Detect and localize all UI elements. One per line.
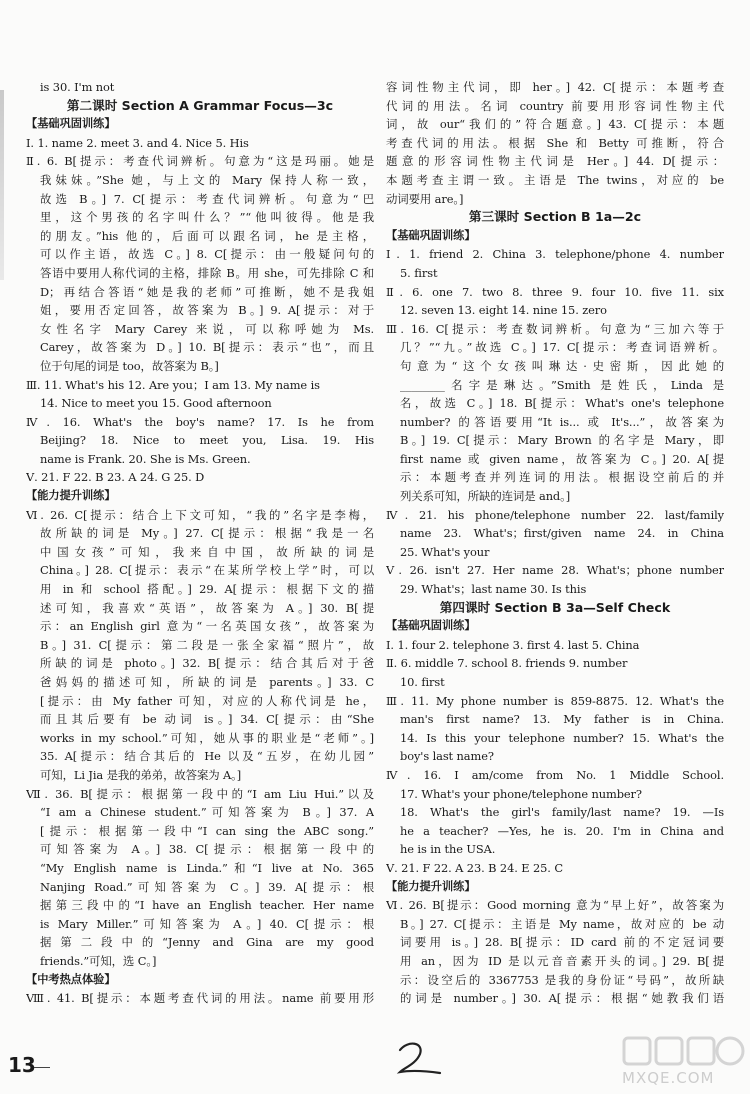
section-label: 【基础巩固训练】 — [386, 228, 476, 242]
answer-line: first name 或 given name，故答案为 C。] 20. A[提 — [400, 451, 724, 466]
answer-line: Ⅴ. 21. F 22. B 23. A 24. G 25. D — [26, 470, 205, 485]
answer-line: 女性名字 Mary Carey 来说，可以称呼她为 Ms. — [40, 321, 374, 336]
answer-line: ________名字是琳达。”Smith 是姓氏，Linda 是 — [400, 377, 724, 392]
answer-line: Ⅲ. 11. My phone number is 859-8875. 12. What's the — [386, 693, 724, 708]
answer-line: 名，故选 C。] 18. B[提示：What's one's telephone — [400, 396, 724, 411]
answer-line: he is in the USA. — [400, 842, 496, 857]
answer-line: 里，这个男孩的名字叫什么？”“他叫彼得。他是我 — [40, 210, 374, 225]
answer-line: Ⅰ. 1. four 2. telephone 3. first 4. last 5. China — [386, 637, 640, 652]
answer-line: 中国女孩”可知，我来自中国，故所缺的词是 — [40, 544, 374, 559]
answer-line: 故所缺的词是 My。] 27. C[提示：根据“我是一名 — [40, 526, 374, 541]
answer-line: Ⅳ. 16. I am/come from No. 1 Middle School. — [386, 767, 724, 782]
answer-line: 述可知，我喜欢“英语”，故答案为 A。] 30. B[提 — [40, 600, 374, 615]
answer-line: 据第二段中的“Jenny and Gina are my good — [40, 935, 374, 950]
answer-line: 词要用 is。] 28. B[提示：ID card 前的不定冠词要 — [400, 935, 724, 950]
answer-line: 示：本题考查并列连词的用法。根据设空前后的并 — [400, 470, 724, 485]
answer-line: “My English name is Linda.”和“I live at No. 365 — [40, 860, 374, 875]
answer-line: 29. What's；last name 30. Is this — [400, 582, 587, 597]
answer-line: 容词性物主代词，即 her。] 42. C[提示：本题考查 — [386, 80, 724, 94]
answer-line: Ⅷ. 41. B[提示：本题考查代词的用法。name 前要用形 — [26, 991, 374, 1006]
answer-line: D；再结合答语“她是我的老师”可推断，她不是我姐 — [40, 284, 374, 299]
page-spine-shadow — [0, 90, 4, 280]
answer-line: 几？”“九。”故选 C。] 17. C[提示：考查词语辨析。 — [400, 340, 724, 355]
answer-line: China。] 28. C[提示：表示“在某所学校上学”时，可以 — [40, 563, 374, 578]
answer-line: B。] 19. C[提示：Mary Brown 的名字是 Mary，即 — [400, 433, 724, 448]
right-answer-column — [386, 78, 724, 1008]
answer-line: 14. Nice to meet you 15. Good afternoon — [40, 396, 272, 411]
answer-line: Ⅲ. 11. What's his 12. Are you；I am 13. My name is — [26, 377, 320, 392]
answer-line: Ⅴ. 26. isn't 27. Her name 28. What's；phone number — [386, 563, 724, 578]
watermark-logo — [622, 1036, 746, 1092]
answer-line: B。] 31. C[提示：第二段是一张全家福“照片”，故 — [40, 637, 374, 652]
answer-line: works in my school.”可知，她从事的职业是“老师”。] — [40, 730, 374, 745]
answer-line: 可知答案为 A。] 38. C[提示：根据第一段中的 — [40, 842, 374, 857]
answer-line: Ⅵ. 26. C[提示：结合上下文可知，“我的”名字是李梅， — [26, 507, 374, 522]
answer-line: 姐，要用否定回答，故答案为 B。] 9. A[提示：对于 — [40, 303, 374, 318]
answer-line: name is Frank. 20. She is Ms. Green. — [40, 451, 251, 466]
answer-line: Ⅳ. 16. What's the boy's name? 17. Is he from — [26, 414, 374, 429]
answer-line: Carey，故答案为 D。] 10. B[提示：表示“也”，而且 — [40, 340, 374, 355]
section-label: 【基础巩固训练】 — [386, 619, 476, 633]
answer-line: “I am a Chinese student.”可知答案为 B。] 37. A — [40, 805, 374, 820]
answer-line: Nanjing Road.”可知答案为 C。] 39. A[提示：根 — [40, 879, 374, 894]
answer-line: 14. Is this your telephone number? 15. What's the — [400, 730, 724, 745]
answer-line: 10. first — [400, 675, 445, 689]
answer-line: 本题考查主谓一致。主语是 The twins，对应的 be — [386, 172, 724, 187]
answer-line: Ⅰ. 1. name 2. meet 3. and 4. Nice 5. His — [26, 135, 249, 150]
answer-line: friends.”可知，选 C。] — [40, 953, 157, 968]
answer-line: is Mary Miller.”可知答案为 A。] 40. C[提示：根 — [40, 916, 374, 931]
section-label: 【能力提升训练】 — [386, 879, 476, 893]
answer-line: 动词要用 are。] — [386, 191, 464, 206]
answer-line: Ⅱ. 6. middle 7. school 8. friends 9. number — [386, 656, 628, 671]
answer-line: 示：设空后的 3367753 是我的身份证“号码”，故所缺 — [400, 972, 724, 987]
answer-line: boy's last name? — [400, 749, 494, 764]
answer-line: B。] 27. C[提示：主语是 My name，故对应的 be 动 — [400, 916, 724, 931]
answer-line: Beijing? 18. Nice to meet you, Lisa. 19. His — [40, 433, 374, 448]
answer-line: 示：an English girl 意为“一名英国女孩”，故答案为 — [40, 619, 374, 634]
page-number: 13 — [8, 1053, 36, 1077]
answer-line: 17. What's your phone/telephone number? — [400, 786, 642, 801]
answer-line: 25. What's your — [400, 544, 490, 559]
answer-line: 题意的形容词性物主代词是 Her。] 44. D[提示： — [386, 154, 724, 169]
answer-line: 的朋友。”his 他的，后面可以跟名词，he 是主格， — [40, 228, 374, 243]
answer-line: 可以作主语，故选 C。] 8. C[提示：由一般疑问句的 — [40, 247, 374, 262]
answer-line: he a teacher? —Yes, he is. 20. I'm in China and — [400, 823, 724, 838]
answer-line: 句意为“这个女孩叫琳达·史密斯，因此她的 — [400, 358, 724, 373]
answer-line: 用 an，因为 ID 是以元音音素开头的词。] 29. B[提 — [400, 953, 724, 968]
answer-line: Ⅰ. 1. friend 2. China 3. telephone/phone 4. number — [386, 247, 724, 262]
answer-line: 35. A[提示：结合其后的 He 以及“五岁，在幼儿园” — [40, 749, 374, 764]
answer-line: 所缺的词是 photo。] 32. B[提示：结合其后对于爸 — [40, 656, 374, 671]
answer-line: 位于句尾的词是 too，故答案为 B。] — [40, 358, 219, 373]
answer-line: 而且其后要有 be 动词 is。] 34. C[提示：由“She — [40, 712, 374, 727]
answer-line: 代词的用法。名词 country 前要用形容词性物主代 — [386, 98, 724, 113]
answer-line: 12. seven 13. eight 14. nine 15. zero — [400, 303, 607, 318]
answer-line: is 30. I'm not — [40, 80, 115, 94]
answer-line: 据第三段中的“I have an English teacher. Her name — [40, 898, 374, 913]
section-label: 【基础巩固训练】 — [26, 117, 116, 131]
answer-line: 可知，Li Jia 是我的弟弟，故答案为 A。] — [40, 767, 242, 782]
answer-line: 5. first — [400, 265, 438, 280]
answer-line: Ⅲ. 16. C[提示：考查数词辨析。句意为“三加六等于 — [386, 321, 724, 336]
answer-line: name 23. What's；first/given name 24. in China — [400, 526, 724, 541]
lesson-heading: 第三课时 Section B 1a—2c — [468, 209, 642, 225]
answer-line: 考查代词的用法。根据 She 和 Betty 可推断，符合 — [386, 135, 724, 150]
answer-line: Ⅵ. 26. B[提示：Good morning 意为“早上好”，故答案为 — [386, 898, 724, 913]
watermark-seal-icon — [622, 1036, 746, 1070]
left-answer-column — [26, 78, 374, 1008]
watermark-site: MXQE.COM — [622, 1069, 715, 1087]
answer-line: 用 in 和 school 搭配。] 29. A[提示：根据下文的描 — [40, 582, 374, 597]
answer-line: [提示：由 My father 可知，对应的人称代词是 he， — [40, 693, 374, 708]
answer-line: number? 的答语要用“It is... 或 It's...”，故答案为 — [400, 414, 724, 429]
answer-line: Ⅴ. 21. F 22. A 23. B 24. E 25. C — [386, 860, 563, 875]
answer-line: 的词是 number。] 30. A[提示：根据“她教我们语 — [400, 991, 724, 1006]
answer-line: 故选 B。] 7. C[提示：考查代词辨析。句意为“巴 — [40, 191, 374, 206]
lesson-heading: 第四课时 Section B 3a—Self Check — [439, 599, 671, 615]
page-number-rule — [34, 1067, 50, 1068]
section-label: 【能力提升训练】 — [26, 489, 116, 503]
answer-line: 爸妈妈的描述可知，所缺的词是 parents。] 33. C — [40, 675, 374, 689]
section-label: 【中考热点体验】 — [26, 972, 116, 986]
answer-line: Ⅱ. 6. B[提示：考查代词辨析。句意为“这是玛丽。她是 — [26, 154, 374, 169]
answer-line: 列关系可知，所缺的连词是 and。] — [400, 489, 571, 504]
answer-line: Ⅶ. 36. B[提示：根据第一段中的“I am Liu Hui.”以及 — [26, 786, 374, 801]
answer-line: [提示：根据第一段中“I can sing the ABC song.” — [40, 823, 374, 838]
lesson-heading: 第二课时 Section A Grammar Focus—3c — [66, 97, 334, 113]
answer-line: 词，故 our“我们的”符合题意。] 43. C[提示：本题 — [386, 117, 724, 132]
answer-line: 18. What's the girl's family/last name? 19. —Is — [400, 805, 724, 820]
answer-line: Ⅳ. 21. his phone/telephone number 22. last/family — [386, 507, 724, 522]
answer-line: 我妹妹。”She 她，与上文的 Mary 保持人称一致， — [40, 172, 374, 187]
answer-line: man's first name? 13. My father is in China. — [400, 712, 724, 727]
handwritten-mark — [394, 1040, 444, 1076]
answer-line: 答语中要用人称代词的主格，排除 B。用 she，可先排除 C 和 — [40, 265, 374, 280]
answer-line: Ⅱ. 6. one 7. two 8. three 9. four 10. five 11. six — [386, 284, 724, 299]
